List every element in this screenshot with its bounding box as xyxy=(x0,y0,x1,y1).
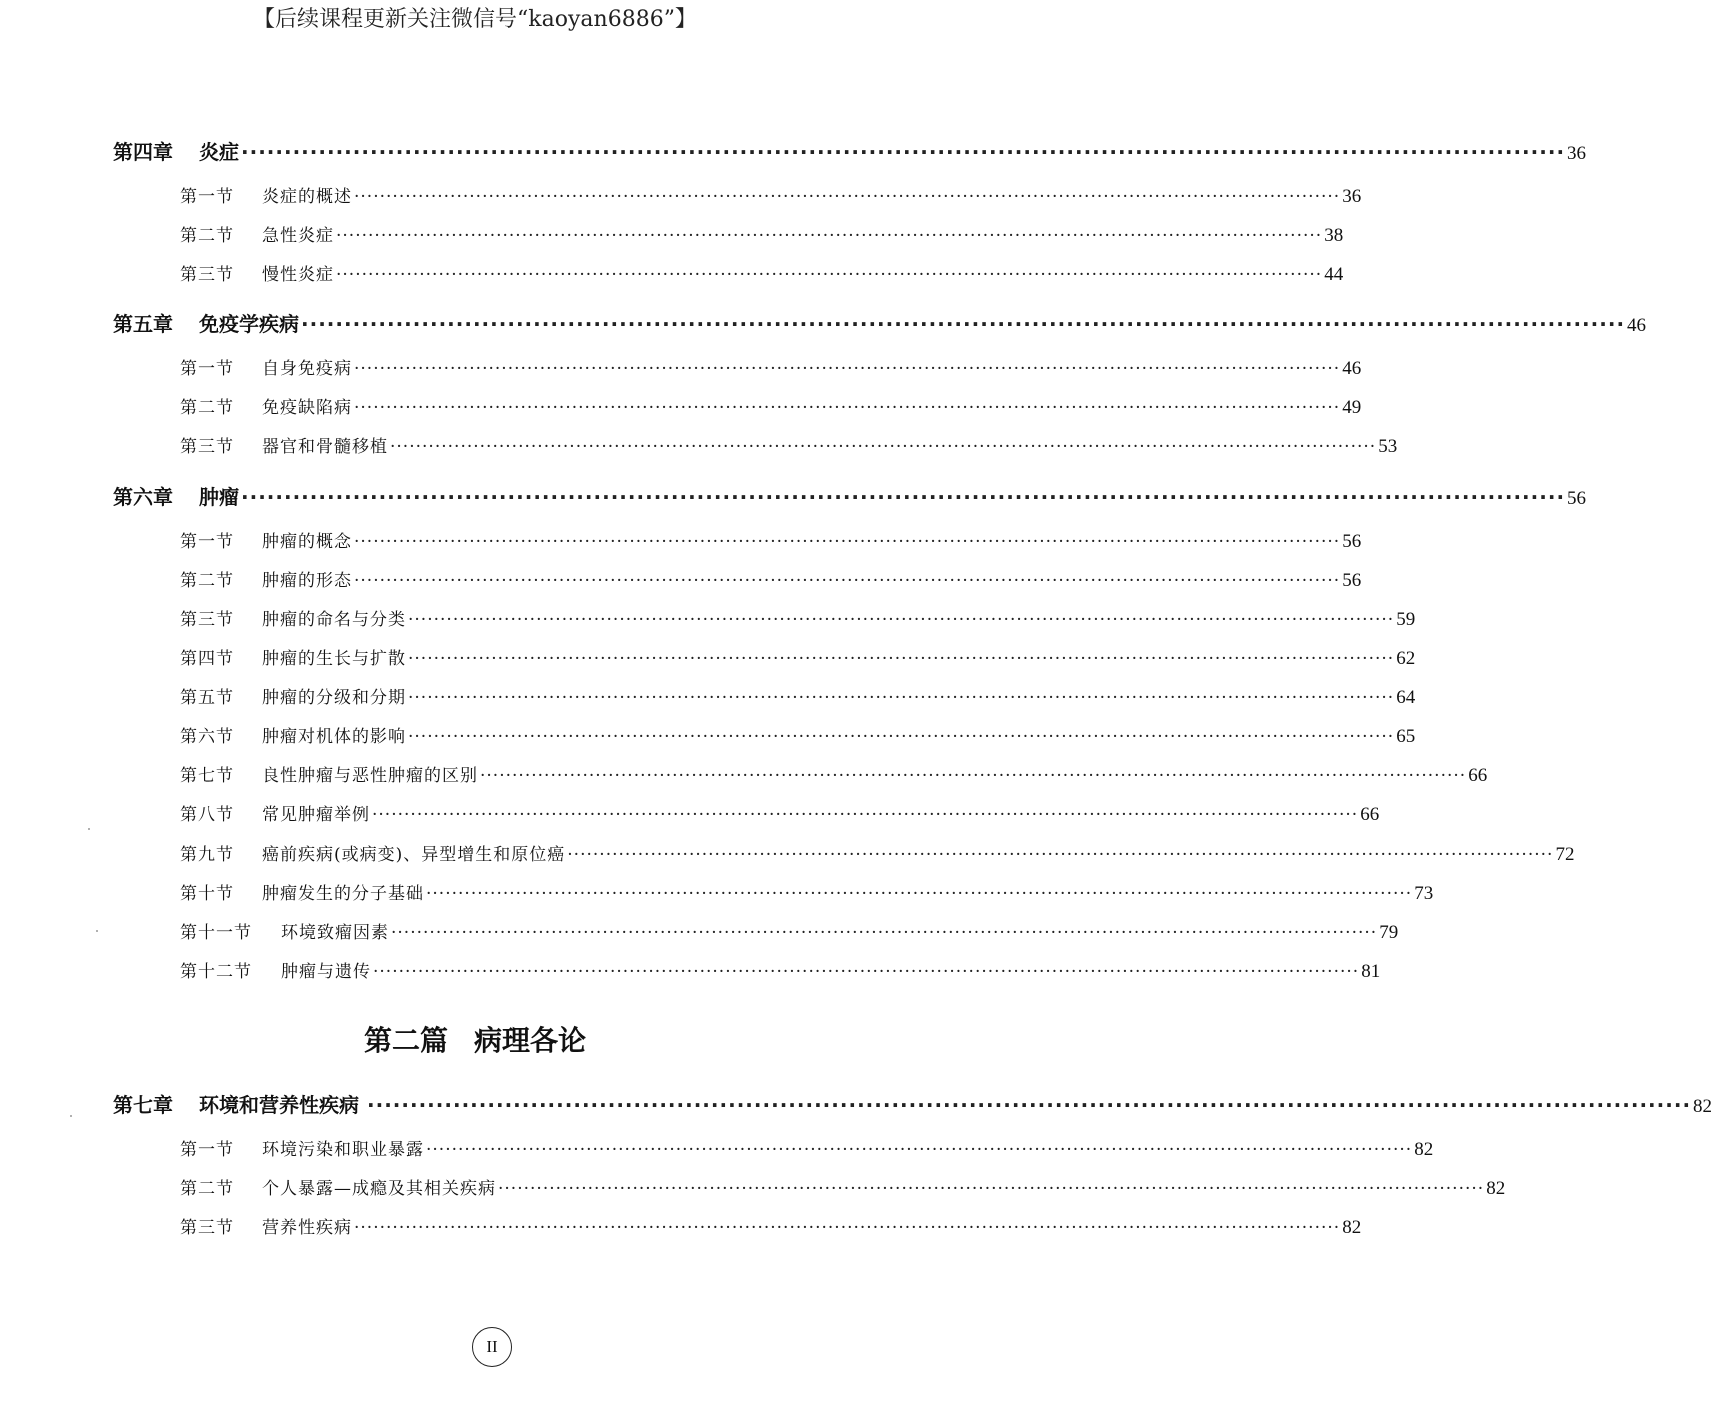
toc-section[interactable] xyxy=(180,644,1416,670)
dot-leader: ·························································································································································· xyxy=(498,1179,1485,1199)
page-ref: 59 xyxy=(1396,609,1416,630)
dot-leader: ·························································································································································· xyxy=(336,226,1323,246)
page-ref: 38 xyxy=(1324,225,1344,246)
wechat-notice-header: 【后续课程更新关注微信号“kaoyan6886”】 xyxy=(253,7,697,32)
page-ref: 46 xyxy=(1627,315,1647,336)
page-ref: 66 xyxy=(1468,765,1488,786)
chapter-number: 第七章 xyxy=(113,1093,173,1117)
section-number: 第四节 xyxy=(180,649,234,669)
page-ref: 72 xyxy=(1555,844,1575,865)
scan-speck xyxy=(88,828,90,830)
section-title: 癌前疾病(或病变)、异型增生和原位癌 xyxy=(262,845,566,865)
section-number: 第三节 xyxy=(180,265,234,285)
page-number-badge: II xyxy=(472,1327,512,1367)
section-number: 第十二节 xyxy=(180,962,252,982)
dot-leader: ·························································································································································· xyxy=(390,437,1377,457)
toc-section[interactable] xyxy=(180,566,1362,592)
page-ref: 53 xyxy=(1378,436,1398,457)
section-title: 肿瘤发生的分子基础 xyxy=(262,884,424,904)
toc-section[interactable] xyxy=(180,1135,1434,1161)
page-ref: 49 xyxy=(1342,397,1362,418)
dot-leader: ·························································································································································· xyxy=(301,312,1626,336)
section-title: 慢性炎症 xyxy=(262,265,334,285)
dot-leader: ·························································································································································· xyxy=(336,265,1323,285)
toc-section[interactable] xyxy=(180,260,1344,286)
toc-section[interactable] xyxy=(180,957,1381,983)
toc-chapter-5[interactable] xyxy=(113,308,1647,337)
section-number: 第二节 xyxy=(180,398,234,418)
dot-leader: ·························································································································································· xyxy=(426,884,1413,904)
chapter-title: 肿瘤 xyxy=(199,485,239,509)
section-number: 第一节 xyxy=(180,187,234,207)
toc-section[interactable] xyxy=(180,918,1399,944)
section-number: 第二节 xyxy=(180,1179,234,1199)
section-number: 第三节 xyxy=(180,437,234,457)
scan-speck xyxy=(96,930,98,932)
page-ref: 56 xyxy=(1342,570,1362,591)
toc-section[interactable] xyxy=(180,1174,1506,1200)
dot-leader: ·························································································································································· xyxy=(241,140,1566,164)
dot-leader: ·························································································································································· xyxy=(354,359,1341,379)
toc-section[interactable] xyxy=(180,800,1380,826)
page-ref: 36 xyxy=(1567,143,1587,164)
dot-leader: ·························································································································································· xyxy=(354,532,1341,552)
toc-section[interactable] xyxy=(180,182,1362,208)
section-number: 第三节 xyxy=(180,610,234,630)
dot-leader: ·························································································································································· xyxy=(408,649,1395,669)
chapter-title: 炎症 xyxy=(199,140,239,164)
toc-section[interactable] xyxy=(180,432,1398,458)
section-number: 第五节 xyxy=(180,688,234,708)
dot-leader: ·························································································································································· xyxy=(373,962,1360,982)
page-ref: 73 xyxy=(1414,883,1434,904)
page-ref: 46 xyxy=(1342,358,1362,379)
toc-section[interactable] xyxy=(180,527,1362,553)
page-ref: 56 xyxy=(1567,488,1587,509)
section-title: 良性肿瘤与恶性肿瘤的区别 xyxy=(262,766,478,786)
page-ref: 56 xyxy=(1342,531,1362,552)
page-ref: 82 xyxy=(1342,1217,1362,1238)
section-title: 肿瘤的分级和分期 xyxy=(262,688,406,708)
page-ref: 79 xyxy=(1379,922,1399,943)
scan-speck xyxy=(70,1115,72,1117)
section-title: 自身免疫病 xyxy=(262,359,352,379)
part-number: 第二篇 xyxy=(363,1024,448,1057)
chapter-title: 环境和营养性疾病 xyxy=(199,1093,359,1117)
section-number: 第一节 xyxy=(180,359,234,379)
toc-section[interactable] xyxy=(180,605,1416,631)
section-number: 第七节 xyxy=(180,766,234,786)
section-number: 第二节 xyxy=(180,226,234,246)
toc-chapter-7[interactable] xyxy=(113,1089,1712,1118)
toc-chapter-4[interactable] xyxy=(113,136,1587,165)
section-title: 环境污染和职业暴露 xyxy=(262,1140,424,1160)
toc-section[interactable] xyxy=(180,221,1344,247)
section-number: 第八节 xyxy=(180,805,234,825)
toc-section[interactable] xyxy=(180,354,1362,380)
section-title: 器官和骨髓移植 xyxy=(262,437,388,457)
dot-leader: ·························································································································································· xyxy=(354,187,1341,207)
dot-leader: ·························································································································································· xyxy=(367,1093,1692,1117)
dot-leader: ·························································································································································· xyxy=(408,610,1395,630)
section-title: 急性炎症 xyxy=(262,226,334,246)
toc-section[interactable] xyxy=(180,879,1434,905)
section-title: 炎症的概述 xyxy=(262,187,352,207)
section-number: 第六节 xyxy=(180,727,234,747)
page-ref: 82 xyxy=(1486,1178,1506,1199)
section-number: 第十一节 xyxy=(180,923,252,943)
section-title: 肿瘤对机体的影响 xyxy=(262,727,406,747)
section-title: 肿瘤的形态 xyxy=(262,571,352,591)
dot-leader: ·························································································································································· xyxy=(391,923,1378,943)
dot-leader: ·························································································································································· xyxy=(408,727,1395,747)
dot-leader: ·························································································································································· xyxy=(567,845,1554,865)
section-title: 常见肿瘤举例 xyxy=(262,805,370,825)
part-heading xyxy=(0,1019,950,1059)
dot-leader: ·························································································································································· xyxy=(426,1140,1413,1160)
section-number: 第三节 xyxy=(180,1218,234,1238)
page-ref: 44 xyxy=(1324,264,1344,285)
section-title: 肿瘤的概念 xyxy=(262,532,352,552)
toc-section[interactable] xyxy=(180,840,1575,866)
page-ref: 82 xyxy=(1693,1096,1712,1117)
toc-section[interactable] xyxy=(180,761,1488,787)
page-ref: 64 xyxy=(1396,687,1416,708)
chapter-title: 免疫学疾病 xyxy=(199,312,299,336)
section-number: 第十节 xyxy=(180,884,234,904)
toc-chapter-6[interactable] xyxy=(113,481,1587,510)
toc-section[interactable] xyxy=(180,722,1416,748)
chapter-number: 第四章 xyxy=(113,140,173,164)
toc-section[interactable] xyxy=(180,1213,1362,1239)
dot-leader: ·························································································································································· xyxy=(480,766,1467,786)
toc-section[interactable] xyxy=(180,683,1416,709)
toc-section[interactable] xyxy=(180,393,1362,419)
page-ref: 62 xyxy=(1396,648,1416,669)
chapter-number: 第五章 xyxy=(113,312,173,336)
section-title: 营养性疾病 xyxy=(262,1218,352,1238)
section-title: 肿瘤的生长与扩散 xyxy=(262,649,406,669)
section-title: 肿瘤的命名与分类 xyxy=(262,610,406,630)
dot-leader: ·························································································································································· xyxy=(241,485,1566,509)
section-title: 个人暴露—成瘾及其相关疾病 xyxy=(262,1179,496,1199)
page-ref: 66 xyxy=(1360,804,1380,825)
page-ref: 65 xyxy=(1396,726,1416,747)
dot-leader: ·························································································································································· xyxy=(354,1218,1341,1238)
part-title: 病理各论 xyxy=(474,1024,587,1057)
section-title: 环境致瘤因素 xyxy=(281,923,389,943)
section-title: 免疫缺陷病 xyxy=(262,398,352,418)
section-number: 第九节 xyxy=(180,845,234,865)
page-ref: 82 xyxy=(1414,1139,1434,1160)
section-number: 第一节 xyxy=(180,532,234,552)
section-title: 肿瘤与遗传 xyxy=(281,962,371,982)
chapter-number: 第六章 xyxy=(113,485,173,509)
dot-leader: ·························································································································································· xyxy=(354,571,1341,591)
section-number: 第二节 xyxy=(180,571,234,591)
page-ref: 81 xyxy=(1361,961,1381,982)
section-number: 第一节 xyxy=(180,1140,234,1160)
dot-leader: ·························································································································································· xyxy=(354,398,1341,418)
dot-leader: ·························································································································································· xyxy=(408,688,1395,708)
dot-leader: ·························································································································································· xyxy=(372,805,1359,825)
page-ref: 36 xyxy=(1342,186,1362,207)
